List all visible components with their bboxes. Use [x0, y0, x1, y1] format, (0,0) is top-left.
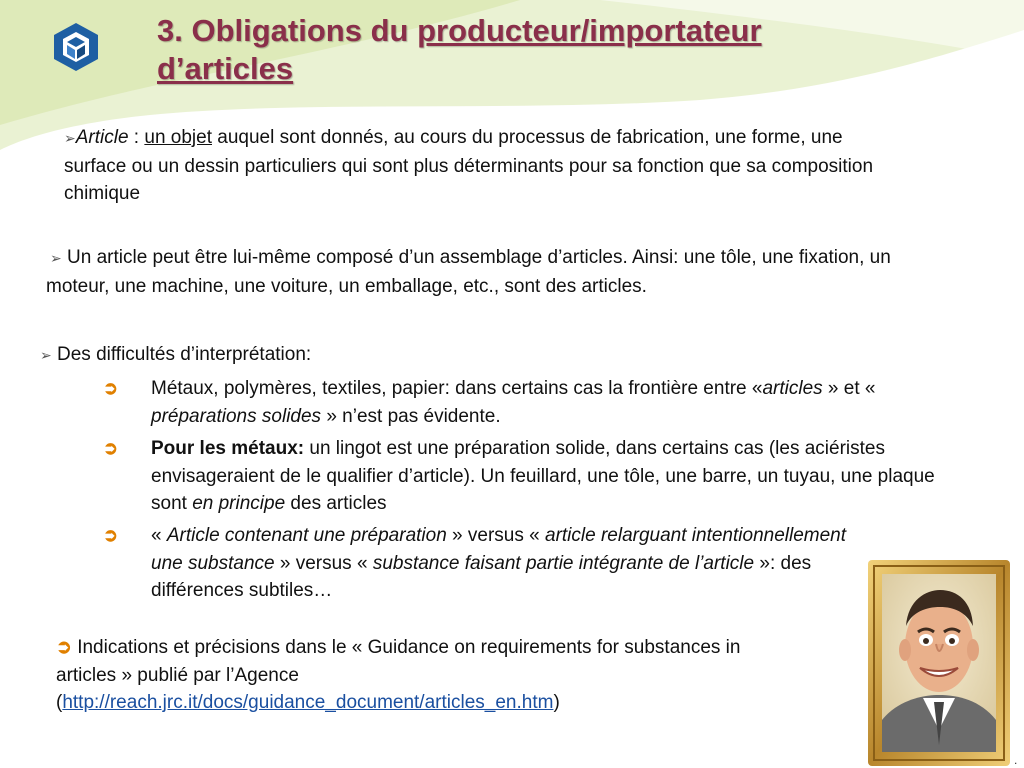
logo-icon — [52, 22, 100, 72]
sub2-italic: en principe — [192, 493, 286, 514]
circle-arrow-icon: ➲ — [103, 438, 119, 458]
circle-arrow-icon: ➲ — [103, 525, 119, 545]
paren-close: ) — [553, 692, 560, 713]
framed-portrait-image — [868, 560, 1010, 766]
guidance-text: Indications et précisions dans le « Guidance on requirements for substances in articles » publié par l’Agence — [56, 637, 741, 686]
sub3-italic-1: Article contenant une préparation — [166, 525, 447, 546]
sub2-text-2: des articles — [285, 493, 387, 514]
sub3-text-0: « — [151, 525, 167, 546]
slide-title — [157, 12, 847, 88]
sub3-italic-2: article relarguant intentionnellement une substance — [151, 525, 847, 574]
circle-arrow-icon: ➲ — [103, 378, 119, 398]
sub1-text-1: Métaux, polymères, textiles, papier: dans certains cas la frontière entre « — [151, 378, 763, 399]
sub2-text-1: un lingot est une préparation solide, dans certains cas (les aciéristes envisageraient de le qualifier d’article). Un feuillard, une tôle, une barre, un tuyau, une plaque sont — [151, 438, 935, 514]
un-objet-link[interactable]: un objet — [144, 127, 212, 148]
assembly-paragraph — [46, 244, 956, 300]
slide-dot: . — [1014, 753, 1018, 767]
definition-text: auquel sont donnés, au cours du processus de fabrication, une forme, une surface ou un dessin particuliers qui sont plus déterminants pour sa fonction que sa composition chimique — [64, 127, 874, 204]
sub3-text-3: »: des différences subtiles… — [151, 552, 812, 601]
sub1-text-2: » et « — [822, 378, 876, 399]
article-separator: : — [128, 127, 145, 148]
assembly-text: Un article peut être lui-même composé d’un assemblage d’articles. Ainsi: une tôle, une fixation, un moteur, une machine, une voiture, un emballage, etc., sont des articles. — [46, 247, 891, 297]
sub3-text-1: » versus « — [446, 525, 545, 546]
article-definition — [64, 124, 894, 208]
title-prefix: 3. Obligations du — [157, 13, 418, 48]
title-link-articles[interactable]: d’articles — [157, 51, 294, 86]
sub2-bold: Pour les métaux: — [151, 438, 305, 459]
white-arrow-icon: ➢ — [40, 347, 52, 363]
circle-arrow-icon: ➲ — [56, 637, 72, 658]
white-arrow-icon: ➢ — [50, 250, 62, 266]
sub3-italic-3: substance faisant partie intégrante de l’article — [372, 552, 755, 574]
sub1-italic-2: préparations solides — [151, 405, 322, 427]
difficulties-text: Des difficultés d’interprétation: — [51, 344, 312, 365]
list-item-metaux — [103, 375, 891, 430]
article-term: Article — [75, 127, 129, 148]
difficulties-heading — [40, 341, 640, 370]
paren-open: ( — [56, 692, 63, 713]
title-link-producer[interactable]: producteur/importateur — [417, 13, 762, 48]
white-arrow-icon: ➢ — [64, 130, 76, 146]
sub1-text-3: » n’est pas évidente. — [321, 405, 501, 427]
sub3-text-2: » versus « — [274, 552, 373, 574]
guidance-link[interactable]: http://reach.jrc.it/docs/guidance_document/articles_en.htm — [62, 692, 554, 713]
guidance-paragraph — [56, 634, 756, 717]
list-item-article-contenant — [103, 522, 851, 605]
sub1-italic-1: articles — [762, 378, 823, 399]
list-item-pour-les-metaux — [103, 435, 941, 518]
